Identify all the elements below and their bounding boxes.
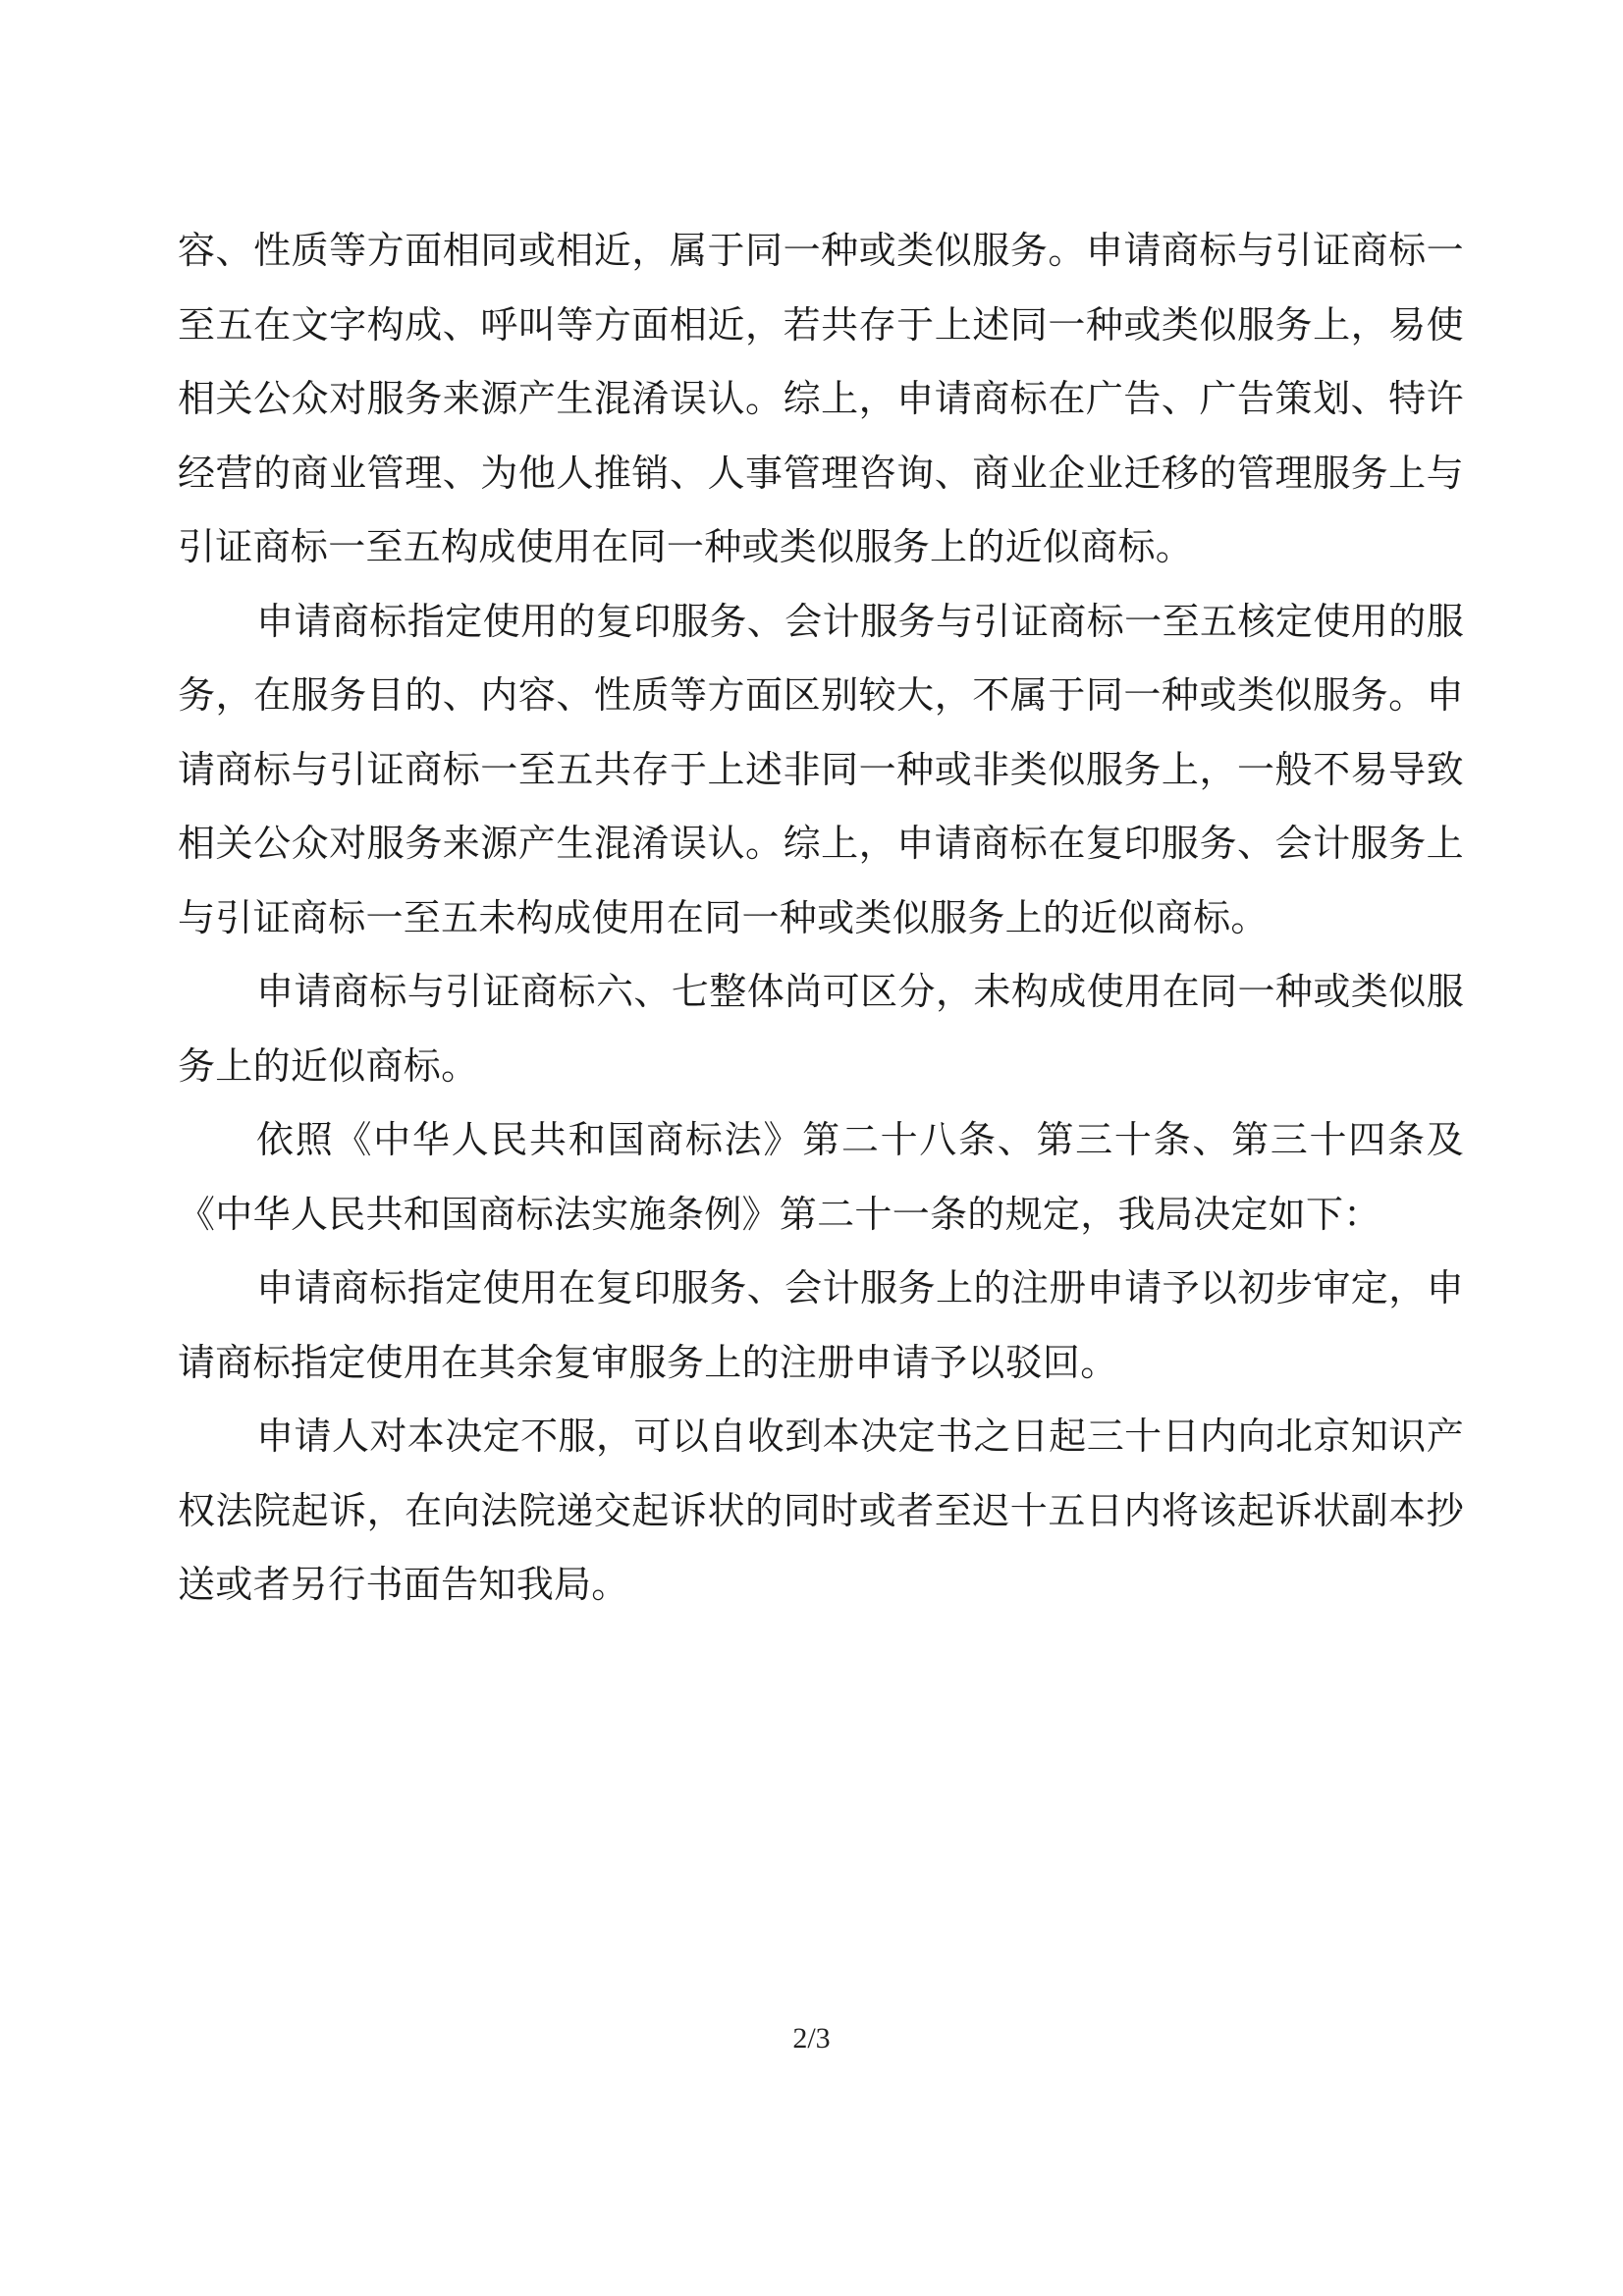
- paragraph-legal-basis: 依照《中华人民共和国商标法》第二十八条、第三十条、第三十四条及《中华人民共和国商标法实施条例》第二十一条的规定，我局决定如下：: [178, 1118, 1464, 1236]
- page-number: 2/3: [792, 2022, 831, 2055]
- document-body: [178, 214, 1464, 1623]
- paragraph-copy-accounting-services: 申请商标指定使用的复印服务、会计服务与引证商标一至五核定使用的服务，在服务目的、内容、性质等方面区别较大，不属于同一种或类似服务。申请商标与引证商标一至五共存于上述非同一种或非类似服务上，一般不易导致相关公众对服务来源产生混淆误认。综上，申请商标在复印服务、会计服务上与引证商标一至五未构成使用在同一种或类似服务上的近似商标。: [178, 599, 1464, 939]
- paragraph-continuation: 容、性质等方面相同或相近，属于同一种或类似服务。申请商标与引证商标一至五在文字构成、呼叫等方面相近，若共存于上述同一种或类似服务上，易使相关公众对服务来源产生混淆误认。综上，申请商标在广告、广告策划、特许经营的商业管理、为他人推销、人事管理咨询、商业企业迁移的管理服务上与引证商标一至五构成使用在同一种或类似服务上的近似商标。: [178, 229, 1464, 568]
- paragraph-appeal-notice: 申请人对本决定不服，可以自收到本决定书之日起三十日内向北京知识产权法院起诉，在向法院递交起诉状的同时或者至迟十五日内将该起诉状副本抄送或者另行书面告知我局。: [178, 1415, 1464, 1606]
- paragraph-decision: 申请商标指定使用在复印服务、会计服务上的注册申请予以初步审定，申请商标指定使用在其余复审服务上的注册申请予以驳回。: [178, 1266, 1464, 1384]
- paragraph-cited-marks-six-seven: 申请商标与引证商标六、七整体尚可区分，未构成使用在同一种或类似服务上的近似商标。: [178, 970, 1464, 1088]
